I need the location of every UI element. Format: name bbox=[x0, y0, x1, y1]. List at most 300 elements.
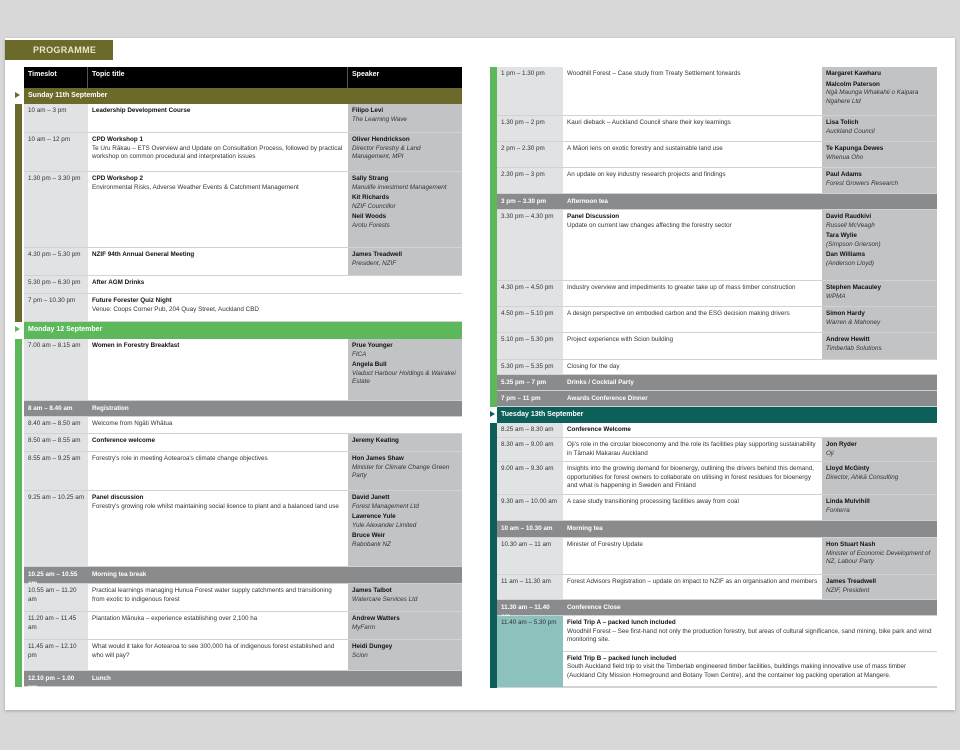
speaker-organisation: Russell McVeagh bbox=[826, 221, 875, 229]
session-time: 2.30 pm – 3 pm bbox=[497, 168, 563, 193]
programme-tab: PROGRAMME bbox=[5, 40, 113, 60]
speaker-organisation: Fonterra bbox=[826, 506, 850, 514]
speaker-name: James Treadwell bbox=[826, 578, 877, 585]
session-time: 11.20 am – 11.45 am bbox=[24, 612, 88, 639]
session-row bbox=[497, 142, 937, 168]
day-colour-bar bbox=[490, 116, 497, 142]
session-speakers bbox=[348, 339, 462, 400]
speaker-organisation: Arotu Forests bbox=[352, 221, 390, 229]
field-trip-option bbox=[563, 652, 937, 688]
session-title: NZIF 94th Annual General Meeting bbox=[92, 251, 195, 258]
session-topic bbox=[88, 248, 348, 275]
speaker-name: James Treadwell bbox=[352, 251, 403, 258]
session-time: 8.40 am – 8.50 am bbox=[24, 417, 88, 433]
speaker bbox=[352, 513, 458, 530]
day-colour-bar bbox=[15, 294, 22, 322]
speaker bbox=[352, 494, 458, 511]
day-colour-bar bbox=[490, 281, 497, 307]
session-topic bbox=[563, 116, 822, 141]
speaker-organisation: FICA bbox=[352, 350, 367, 358]
speaker bbox=[826, 441, 933, 458]
session-time: 1.30 pm – 2 pm bbox=[497, 116, 563, 141]
speaker-organisation: Viaduct Harbour Holdings & Wairakei Estate bbox=[352, 369, 456, 386]
session-row bbox=[24, 248, 462, 276]
day-label: Sunday 11th September bbox=[28, 92, 108, 99]
session-time: 1.30 pm – 3.30 pm bbox=[24, 172, 88, 247]
session-topic bbox=[88, 339, 348, 400]
break-title: Awards Conference Dinner bbox=[567, 395, 648, 402]
session-topic bbox=[88, 417, 462, 433]
session-row bbox=[497, 575, 937, 600]
speaker-name: Neil Woods bbox=[352, 213, 387, 221]
session-time: 7.00 am – 8.15 am bbox=[24, 339, 88, 400]
break-title: Morning tea bbox=[567, 525, 603, 532]
header-speaker: Speaker bbox=[352, 71, 380, 78]
speaker-name: Andrew Hewitt bbox=[826, 336, 870, 343]
session-time: 8.55 am – 9.25 am bbox=[24, 452, 88, 490]
day-colour-bar bbox=[15, 339, 22, 401]
session-speakers bbox=[822, 210, 937, 280]
session-topic bbox=[563, 538, 822, 574]
session-topic bbox=[563, 462, 822, 494]
session-title: Conference Welcome bbox=[567, 426, 631, 433]
day-colour-bar bbox=[490, 423, 497, 438]
session-description: Venue: Coops Corner Pub, 204 Quay Street, Auckland CBD bbox=[92, 305, 259, 313]
day-colour-bar bbox=[490, 67, 497, 116]
session-row bbox=[24, 491, 462, 567]
day-header-monday bbox=[24, 322, 462, 339]
day-colour-bar bbox=[15, 671, 22, 687]
speaker-organisation: Auckland Council bbox=[826, 127, 875, 135]
speaker-organisation: Scion bbox=[352, 651, 368, 659]
day-colour-bar bbox=[15, 133, 22, 172]
speaker bbox=[352, 342, 458, 359]
break-time: 3 pm – 3.30 pm bbox=[501, 198, 547, 205]
field-trip-row bbox=[497, 616, 937, 688]
programme-table-left bbox=[24, 67, 462, 691]
session-row bbox=[497, 210, 937, 281]
speaker-organisation: NZIF Councillor bbox=[352, 202, 396, 210]
speaker-name: Heidi Dungey bbox=[352, 643, 393, 650]
session-row bbox=[497, 281, 937, 307]
speaker bbox=[826, 119, 933, 136]
speaker bbox=[352, 361, 458, 387]
speaker-name: Lawrence Yule bbox=[352, 513, 396, 521]
speaker bbox=[826, 498, 933, 515]
speaker-organisation: Whenua Oho bbox=[826, 153, 864, 161]
session-time: 10.30 am – 11 am bbox=[497, 538, 563, 574]
session-topic bbox=[563, 67, 822, 115]
day-colour-bar bbox=[15, 567, 22, 584]
break-time: 10.25 am – 10.55 bbox=[28, 571, 78, 578]
session-time: 1 pm – 1.30 pm bbox=[497, 67, 563, 115]
day-header-sunday bbox=[24, 88, 462, 104]
field-trip-title: Field Trip B – packed lunch included bbox=[567, 654, 677, 662]
speaker-name: Sally Strang bbox=[352, 175, 389, 182]
speaker-organisation: Ngā Maunga Whakahii o Kaipara Ngahere Ltd bbox=[826, 89, 919, 105]
day-colour-bar bbox=[490, 538, 497, 575]
break-time: 10 am – 10.30 am bbox=[501, 525, 553, 532]
speaker bbox=[826, 578, 933, 595]
speaker bbox=[826, 310, 933, 327]
speaker bbox=[826, 251, 933, 268]
session-description: What would it take for Aotearoa to see 300,000 ha of indigenous forest established and who will pay? bbox=[92, 643, 335, 659]
session-speakers bbox=[348, 491, 462, 566]
speaker-organisation: NZIF, President bbox=[826, 586, 870, 594]
session-topic bbox=[88, 172, 348, 247]
break-row bbox=[24, 567, 462, 584]
session-row bbox=[24, 417, 462, 434]
speaker-name: Lisa Tolich bbox=[826, 119, 859, 126]
field-trip-title: Field Trip A – packed lunch included bbox=[567, 619, 676, 626]
session-speakers bbox=[822, 142, 937, 167]
session-speakers bbox=[822, 462, 937, 494]
speaker-organisation: Forest Management Ltd bbox=[352, 502, 419, 510]
day-marker-arrow-icon bbox=[15, 326, 20, 332]
speaker-name: Andrew Watters bbox=[352, 615, 400, 622]
day-colour-bar bbox=[490, 462, 497, 495]
break-time: 12.10 pm – 1.00 pm bbox=[28, 675, 75, 691]
day-marker-arrow-icon bbox=[15, 92, 20, 98]
session-row bbox=[497, 360, 937, 375]
day-colour-bar bbox=[15, 584, 22, 612]
day-marker-arrow-icon bbox=[490, 411, 495, 417]
session-description: Industry overview and impediments to greater take up of mass timber construction bbox=[567, 284, 796, 291]
speaker-organisation: Yule Alexander Limited bbox=[352, 521, 417, 529]
day-colour-bar bbox=[15, 612, 22, 640]
speaker bbox=[826, 213, 933, 230]
session-row bbox=[497, 495, 937, 521]
session-speakers bbox=[822, 307, 937, 332]
session-speakers bbox=[348, 172, 462, 247]
session-description: A Māori lens on exotic forestry and sustainable land use bbox=[567, 145, 723, 152]
session-topic bbox=[88, 584, 348, 611]
day-label: Monday 12 September bbox=[28, 326, 103, 333]
session-speakers bbox=[822, 333, 937, 359]
session-title: CPD Workshop 1 bbox=[92, 136, 143, 143]
speaker-organisation: The Learning Wave bbox=[352, 115, 407, 123]
session-topic bbox=[88, 640, 348, 670]
day-colour-bar bbox=[490, 360, 497, 375]
session-description: Update on current law changes affecting the forestry sector bbox=[567, 221, 732, 229]
speaker-name: Stephen Macauley bbox=[826, 284, 881, 291]
day-colour-bar bbox=[490, 575, 497, 600]
break-row bbox=[497, 521, 937, 538]
session-description: An update on key industry research projects and findings bbox=[567, 171, 726, 178]
speaker-name: Paul Adams bbox=[826, 171, 862, 178]
session-speakers bbox=[348, 133, 462, 171]
speaker-name: Kit Richards bbox=[352, 194, 390, 202]
break-time: 11.30 am – 11.40 bbox=[501, 604, 550, 611]
speaker-organisation: Timberlab Solutions bbox=[826, 344, 882, 352]
speaker-name: David Janett bbox=[352, 494, 390, 501]
session-description: Forest Advisors Registration – update on impact to NZIF as an organisation and members bbox=[567, 578, 818, 585]
speaker bbox=[352, 615, 458, 632]
session-topic bbox=[563, 575, 822, 599]
day-colour-bar bbox=[15, 401, 22, 417]
speaker bbox=[826, 81, 933, 107]
session-speakers bbox=[822, 168, 937, 193]
break-row bbox=[24, 401, 462, 417]
speaker bbox=[352, 136, 458, 162]
session-speakers bbox=[822, 281, 937, 306]
speaker-name: Lloyd McGinty bbox=[826, 465, 870, 472]
session-description: Project experience with Scion building bbox=[567, 336, 674, 343]
session-speakers bbox=[348, 452, 462, 490]
session-row bbox=[497, 67, 937, 116]
day-colour-bar bbox=[490, 391, 497, 407]
session-description: Forestry's role in meeting Aotearoa's climate change objectives bbox=[92, 455, 268, 462]
speaker bbox=[826, 541, 933, 567]
speaker-name: Te Kapunga Dewes bbox=[826, 145, 884, 152]
session-title: Leadership Development Course bbox=[92, 107, 191, 114]
speaker-name: Filipo Levi bbox=[352, 107, 384, 114]
speaker-name: Dan Williams bbox=[826, 251, 866, 259]
session-description: Oji's role in the circular bioeconomy and the role its facilities play supporting sustainability in Tāmaki Makarau Auckland bbox=[567, 441, 816, 457]
session-row bbox=[24, 294, 462, 322]
session-time: 2 pm – 2.30 pm bbox=[497, 142, 563, 167]
speaker bbox=[826, 145, 933, 162]
session-description: A design perspective on embodied carbon and the ESG decision making drivers bbox=[567, 310, 790, 317]
speaker-name: Linda Mulvihill bbox=[826, 498, 870, 505]
speaker-name: Simon Hardy bbox=[826, 310, 865, 317]
session-topic bbox=[563, 438, 822, 461]
session-time: 7 pm – 10.30 pm bbox=[24, 294, 88, 321]
day-colour-bar bbox=[490, 307, 497, 333]
day-colour-bar bbox=[15, 491, 22, 567]
speaker-organisation: Manulife investment Management bbox=[352, 183, 447, 191]
header-timeslot: Timeslot bbox=[24, 67, 88, 88]
session-speakers bbox=[822, 67, 937, 115]
session-time: 11 am – 11.30 am bbox=[497, 575, 563, 599]
table-header bbox=[24, 67, 462, 88]
speaker bbox=[352, 194, 458, 211]
session-time: 9.30 am – 10.00 am bbox=[497, 495, 563, 520]
session-description: A case study transitioning processing facilities away from coal bbox=[567, 498, 739, 505]
day-colour-bar bbox=[15, 417, 22, 434]
day-colour-bar bbox=[15, 104, 22, 133]
day-colour-bar bbox=[15, 172, 22, 248]
session-description: Closing for the day bbox=[567, 363, 620, 370]
session-row bbox=[497, 307, 937, 333]
speaker-name: David Raudkivi bbox=[826, 213, 872, 220]
day-colour-bar bbox=[15, 452, 22, 491]
session-topic bbox=[88, 133, 348, 171]
session-description: Te Uru Rākau – ETS Overview and Update on Consultation Process, followed by practical workshop on common procedural and interpretation issues bbox=[92, 144, 343, 161]
field-trip-options bbox=[563, 616, 937, 687]
session-speakers bbox=[348, 584, 462, 611]
session-time: 5.30 pm – 6.30 pm bbox=[24, 276, 88, 293]
session-row bbox=[24, 339, 462, 401]
speaker-organisation: MyFarm bbox=[352, 623, 376, 631]
day-colour-bar bbox=[490, 375, 497, 391]
session-time: 8.50 am – 8.55 am bbox=[24, 434, 88, 451]
session-description: Welcome from Ngāti Whātua bbox=[92, 420, 173, 427]
speaker-organisation: Oji bbox=[826, 449, 834, 457]
session-time: 8.30 am – 9.00 am bbox=[497, 438, 563, 461]
session-topic bbox=[88, 104, 348, 132]
field-trip-description: South Auckland field trip to visit the Timberlab engineered timber facilities, buildings making innovative use of mass timber (Auckland City Mission Homeground and Botany Town Centre), and the container log packing operation at Mangere. bbox=[567, 663, 907, 679]
session-title: After AGM Drinks bbox=[92, 279, 145, 286]
speaker bbox=[826, 336, 933, 353]
speaker bbox=[826, 284, 933, 301]
day-colour-bar bbox=[15, 276, 22, 294]
session-topic bbox=[563, 423, 937, 437]
session-row bbox=[497, 116, 937, 142]
session-description: Plantation Mānuka – experience establishing over 2,100 ha bbox=[92, 615, 258, 622]
session-title: Conference welcome bbox=[92, 437, 155, 444]
speaker-name: Hon James Shaw bbox=[352, 455, 404, 462]
break-time: 7 pm – 11 pm bbox=[501, 395, 541, 402]
session-description: Forestry's growing role whilst maintaining social licence to plant and a balanced land use bbox=[92, 502, 339, 510]
session-speakers bbox=[822, 538, 937, 574]
session-row bbox=[497, 462, 937, 495]
session-description: Environmental Risks, Adverse Weather Events & Catchment Management bbox=[92, 183, 299, 191]
speaker bbox=[352, 643, 458, 660]
speaker bbox=[352, 437, 458, 446]
session-time: 11.45 am – 12.10 pm bbox=[24, 640, 88, 670]
session-time: 4.30 pm – 5.30 pm bbox=[24, 248, 88, 275]
session-row bbox=[24, 133, 462, 172]
day-colour-bar bbox=[490, 600, 497, 616]
day-label: Tuesday 13th September bbox=[501, 411, 584, 418]
speaker-organisation: Director Forestry & Land Management, MPI bbox=[352, 144, 421, 161]
break-row bbox=[24, 671, 462, 691]
break-row bbox=[497, 194, 937, 210]
session-row bbox=[24, 276, 462, 294]
session-time: 3.30 pm – 4.30 pm bbox=[497, 210, 563, 280]
day-colour-bar bbox=[490, 438, 497, 462]
day-colour-bar bbox=[490, 616, 497, 688]
session-topic bbox=[563, 495, 822, 520]
break-row bbox=[497, 600, 937, 616]
speaker-organisation: Watercare Services Ltd bbox=[352, 595, 418, 603]
session-speakers bbox=[348, 640, 462, 670]
session-topic bbox=[563, 281, 822, 306]
speaker-name: Hon Stuart Nash bbox=[826, 541, 876, 548]
session-row bbox=[24, 434, 462, 452]
session-topic bbox=[563, 168, 822, 193]
session-topic bbox=[563, 333, 822, 359]
day-colour-bar bbox=[490, 521, 497, 538]
break-title: Registration bbox=[92, 405, 129, 412]
header-topic: Topic title bbox=[88, 67, 348, 88]
speaker-organisation: Rabobank NZ bbox=[352, 540, 391, 548]
session-time: 5.10 pm – 5.30 pm bbox=[497, 333, 563, 359]
session-speakers bbox=[348, 612, 462, 639]
session-row bbox=[24, 584, 462, 612]
session-description: Practical learnings managing Hunua Forest water supply catchments and transitioning from exotic to indigenous forest bbox=[92, 587, 332, 603]
break-title: Conference Close bbox=[567, 604, 621, 611]
session-title: CPD Workshop 2 bbox=[92, 175, 143, 182]
session-time: 4.30 pm – 4.50 pm bbox=[497, 281, 563, 306]
speaker-name: Prue Younger bbox=[352, 342, 393, 349]
speaker-organisation: (Simpson Grierson) bbox=[826, 240, 881, 248]
session-description: Woodhill Forest – Case study from Treaty Settlement forwards bbox=[567, 70, 741, 77]
session-topic bbox=[88, 294, 462, 321]
session-description: Kauri dieback – Auckland Council share their key learnings bbox=[567, 119, 731, 126]
speaker-name: James Talbot bbox=[352, 587, 392, 594]
speaker-organisation: Minister of Economic Development of NZ, Labour Party bbox=[826, 549, 931, 566]
session-title: Panel discussion bbox=[92, 494, 144, 501]
session-time: 11.40 am – 5.30 pm bbox=[497, 616, 563, 687]
speaker-organisation: (Anderson Lloyd) bbox=[826, 259, 874, 267]
session-row bbox=[497, 333, 937, 360]
session-time: 9.25 am – 10.25 am bbox=[24, 491, 88, 566]
session-speakers bbox=[822, 495, 937, 520]
day-colour-bar bbox=[15, 640, 22, 671]
field-trip-option bbox=[563, 616, 937, 652]
programme-table-right bbox=[497, 67, 937, 688]
day-colour-bar bbox=[490, 210, 497, 281]
session-time: 4.50 pm – 5.10 pm bbox=[497, 307, 563, 332]
speaker-name: Jon Ryder bbox=[826, 441, 857, 448]
speaker-organisation: Forest Growers Research bbox=[826, 179, 899, 187]
break-title: Afternoon tea bbox=[567, 198, 608, 205]
session-title: Women in Forestry Breakfast bbox=[92, 342, 180, 349]
speaker bbox=[352, 213, 458, 230]
session-speakers bbox=[822, 116, 937, 141]
session-row bbox=[24, 640, 462, 671]
session-speakers bbox=[348, 434, 462, 451]
session-row bbox=[24, 452, 462, 491]
speaker-organisation: Minister for Climate Change Green Party bbox=[352, 463, 450, 480]
speaker bbox=[826, 465, 933, 482]
session-topic bbox=[563, 142, 822, 167]
session-time: 10.55 am – 11.20 am bbox=[24, 584, 88, 611]
session-topic bbox=[88, 491, 348, 566]
speaker-name: Angela Bull bbox=[352, 361, 387, 369]
session-speakers bbox=[348, 104, 462, 132]
session-time: 9.00 am – 9.30 am bbox=[497, 462, 563, 494]
day-header-tuesday bbox=[497, 407, 937, 423]
break-row bbox=[497, 375, 937, 391]
day-colour-bar bbox=[490, 142, 497, 168]
speaker-name: Bruce Weir bbox=[352, 532, 386, 540]
break-row bbox=[497, 391, 937, 407]
day-colour-bar bbox=[490, 333, 497, 360]
speaker bbox=[826, 70, 933, 79]
session-row bbox=[497, 423, 937, 438]
session-time: 8.25 am – 8.30 am bbox=[497, 423, 563, 437]
break-title: Drinks / Cocktail Party bbox=[567, 379, 634, 386]
session-speakers bbox=[348, 248, 462, 275]
speaker bbox=[352, 107, 458, 124]
speaker bbox=[826, 171, 933, 188]
speaker-organisation: President, NZIF bbox=[352, 259, 397, 267]
session-title: Panel Discussion bbox=[567, 213, 620, 220]
speaker-name: Oliver Hendrickson bbox=[352, 136, 410, 143]
session-topic bbox=[88, 452, 348, 490]
speaker bbox=[352, 455, 458, 481]
session-title: Future Forester Quiz Night bbox=[92, 297, 172, 304]
session-time: 10 am – 3 pm bbox=[24, 104, 88, 132]
session-topic bbox=[88, 276, 462, 293]
session-row bbox=[497, 168, 937, 194]
session-topic bbox=[88, 612, 348, 639]
break-title: Lunch bbox=[92, 675, 111, 682]
day-colour-bar bbox=[490, 495, 497, 521]
field-trip-description: Woodhill Forest – See first-hand not only the production forestry, but areas of cultural significance, sand mining, bike park and wind monitoring site. bbox=[567, 627, 932, 644]
session-description: Minister of Forestry Update bbox=[567, 541, 643, 548]
session-row bbox=[24, 172, 462, 248]
break-title: Morning tea break bbox=[92, 571, 147, 578]
day-colour-bar bbox=[15, 434, 22, 452]
session-time: 10 am – 12 pm bbox=[24, 133, 88, 171]
speaker bbox=[352, 532, 458, 549]
session-topic bbox=[563, 210, 822, 280]
speaker-organisation: Director, Ahikā Consulting bbox=[826, 473, 899, 481]
